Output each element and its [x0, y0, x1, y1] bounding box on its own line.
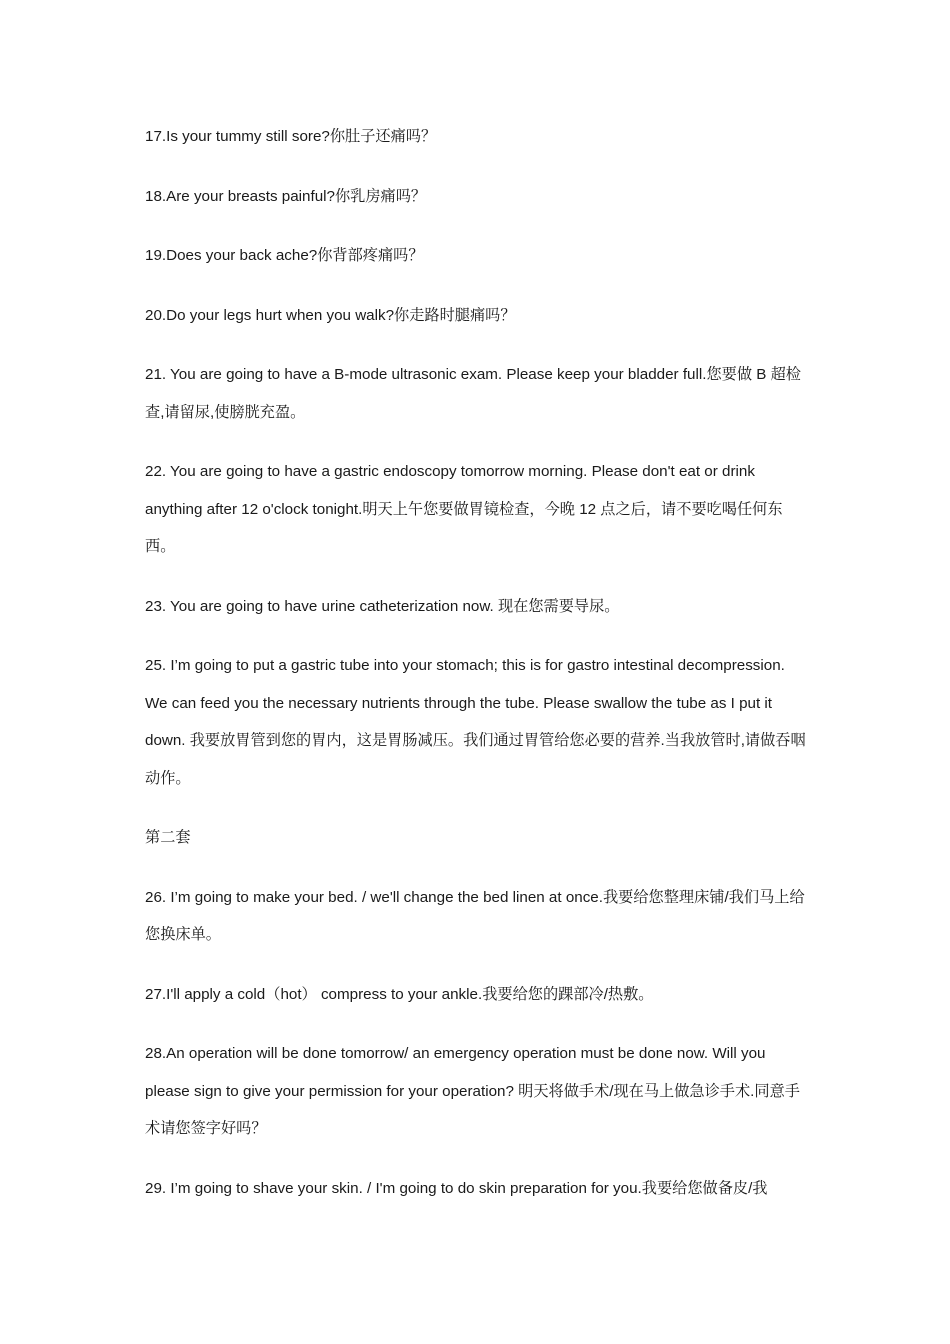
paragraph-26: 26. I’m going to make your bed. / we'll change the bed linen at once.我要给您整理床铺/我们马上给您换床单。: [145, 888, 805, 943]
paragraph-27: 27.I'll apply a cold（hot） compress to your ankle.我要给您的踝部冷/热敷。: [145, 985, 654, 1003]
paragraph-22: 22. You are going to have a gastric endoscopy tomorrow morning. Please don't eat or drink anything after 12 o'clock tonight.明天上午您要做胃镜检查，今晚 12 点之后，请不要吃喝任何东西。: [145, 463, 783, 555]
document-body: [145, 118, 810, 1229]
paragraph-17: 17.Is your tummy still sore?你肚子还痛吗？: [145, 128, 437, 145]
paragraph-21: 21. You are going to have a B-mode ultrasonic exam. Please keep your bladder full.您要做 B 超检查,请留尿,使膀胱充盈。: [145, 366, 801, 421]
paragraph-29: 29. I’m going to shave your skin. / I'm going to do skin preparation for you.我要给您做备皮/我: [145, 1179, 768, 1197]
paragraph-18: 18.Are your breasts painful?你乳房痛吗？: [145, 187, 427, 205]
paragraph-23: 23. You are going to have urine catheterization now. 现在您需要导尿。: [145, 597, 620, 615]
paragraph-28: 28.An operation will be done tomorrow/ an emergency operation must be done now. Will you please sign to give your permission for your operation? 明天将做手术/现在马上做急诊手术.同意手术请您签字好吗？: [145, 1045, 800, 1137]
paragraph-25: 25. I’m going to put a gastric tube into your stomach; this is for gastro intestinal decompression. We can feed you the necessary nutrients through the tube. Please swallow the tube as I put it down. 我要放胃管到您的胃内，这是胃肠减压。我们通过胃管给您必要的营养.当我放管时,请做吞咽动作。: [145, 657, 806, 787]
section-heading: 第二套: [145, 829, 191, 846]
paragraph-20: 20.Do your legs hurt when you walk?你走路时腿痛吗？: [145, 306, 516, 324]
paragraph-19: 19.Does your back ache?你背部疼痛吗？: [145, 247, 424, 264]
